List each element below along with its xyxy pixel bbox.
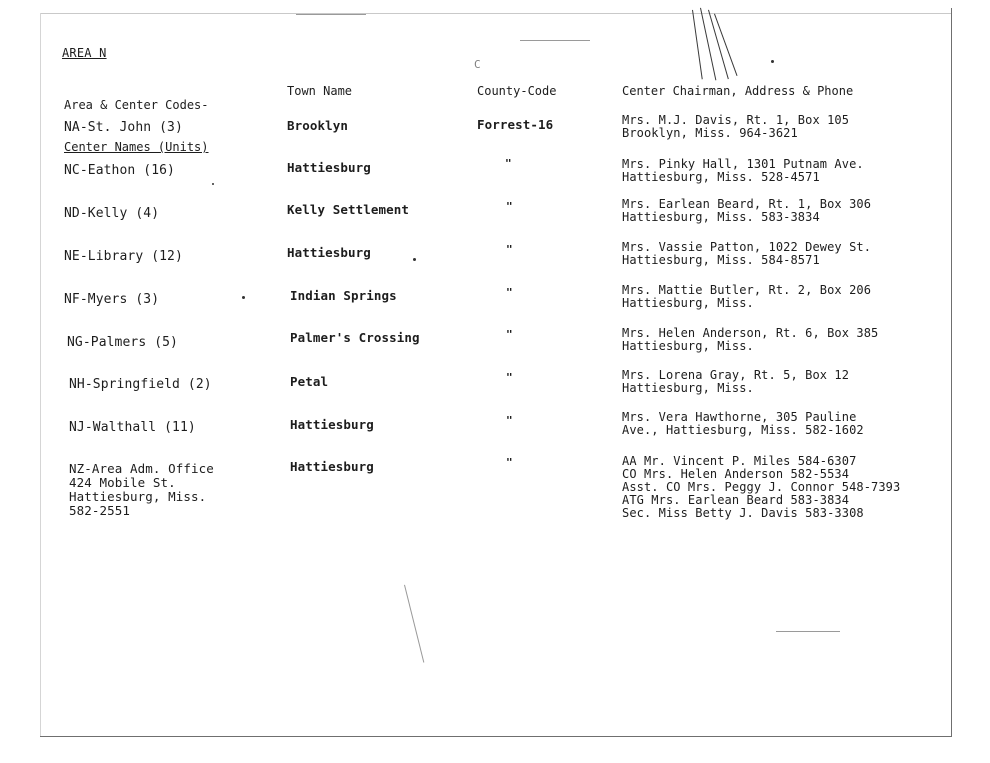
header-town-name: Town Name [287,84,353,98]
row-county-code: Forrest-16 [477,117,554,132]
row-county-code: " [505,157,512,170]
row-center-name: ND-Kelly (4) [64,206,160,221]
scan-border-left [40,13,41,736]
row-town-name: Kelly Settlement [287,202,410,217]
header-county-code: County-Code [477,84,557,98]
row-center-name: NF-Myers (3) [64,292,160,307]
row-town-name: Hattiesburg [290,459,374,474]
header-center-line2: Center Names (Units) [64,140,209,154]
stray-mark: C [474,58,481,71]
row-county-code: " [506,286,513,299]
area-title: AREA N [62,46,107,60]
row-town-name: Brooklyn [287,118,349,133]
row-center-name: NH-Springfield (2) [69,377,212,392]
pen-stroke-mark [700,8,716,81]
row-chairman: Mrs. Helen Anderson, Rt. 6, Box 385 Hattiesburg, Miss. [622,326,879,353]
row-chairman: AA Mr. Vincent P. Miles 584-6307 CO Mrs. Helen Anderson 582-5534 Asst. CO Mrs. Peggy J. Connor 548-7393 ATG Mrs. Earlean Beard 583-3834 Sec. Miss Betty J. Davis 583-3308 [622,454,901,520]
row-center-name: NG-Palmers (5) [67,335,178,350]
speck-mark [771,60,774,63]
row-town-name: Hattiesburg [287,160,371,175]
row-chairman: Mrs. Vera Hawthorne, 305 Pauline Ave., Hattiesburg, Miss. 582-1602 [622,410,864,437]
row-town-name: Palmer's Crossing [290,330,420,345]
row-county-code: " [506,243,513,256]
row-county-code: " [506,414,513,427]
row-town-name: Hattiesburg [290,417,374,432]
row-chairman: Mrs. Pinky Hall, 1301 Putnam Ave. Hattiesburg, Miss. 528-4571 [622,157,864,184]
row-county-code: " [506,200,513,213]
row-county-code: " [506,328,513,341]
scan-artifact-line [296,14,366,15]
scan-artifact-line [520,40,590,41]
row-chairman: Mrs. Vassie Patton, 1022 Dewey St. Hattiesburg, Miss. 584-8571 [622,240,872,267]
row-chairman: Mrs. Earlean Beard, Rt. 1, Box 306 Hattiesburg, Miss. 583-3834 [622,197,872,224]
row-town-name: Indian Springs [290,288,397,303]
speck-mark [242,296,245,299]
row-chairman: Mrs. Lorena Gray, Rt. 5, Box 12 Hattiesburg, Miss. [622,368,850,395]
row-center-name: NJ-Walthall (11) [69,420,196,435]
row-center-name: NA-St. John (3) [64,120,183,135]
row-chairman: Mrs. Mattie Butler, Rt. 2, Box 206 Hattiesburg, Miss. [622,283,872,310]
row-town-name: Hattiesburg [287,245,371,260]
speck-mark [413,258,416,261]
header-center-chairman: Center Chairman, Address & Phone [622,84,854,98]
scan-artifact-line [776,631,840,632]
row-county-code: " [506,456,513,469]
scan-artifact-stroke [404,585,424,663]
speck-mark [212,183,214,185]
row-center-name: NC-Eathon (16) [64,163,175,178]
row-center-name: NZ-Area Adm. Office 424 Mobile St. Hattiesburg, Miss. 582-2551 [69,461,214,518]
scan-border-bottom [40,736,952,737]
row-town-name: Petal [290,374,329,389]
pen-stroke-mark [692,10,703,79]
scan-border-top [40,13,952,14]
scan-border-right [951,8,952,736]
row-county-code: " [506,371,513,384]
header-center-line1: Area & Center Codes- [64,98,209,112]
row-center-name: NE-Library (12) [64,249,183,264]
row-chairman: Mrs. M.J. Davis, Rt. 1, Box 105 Brooklyn, Miss. 964-3621 [622,113,850,140]
